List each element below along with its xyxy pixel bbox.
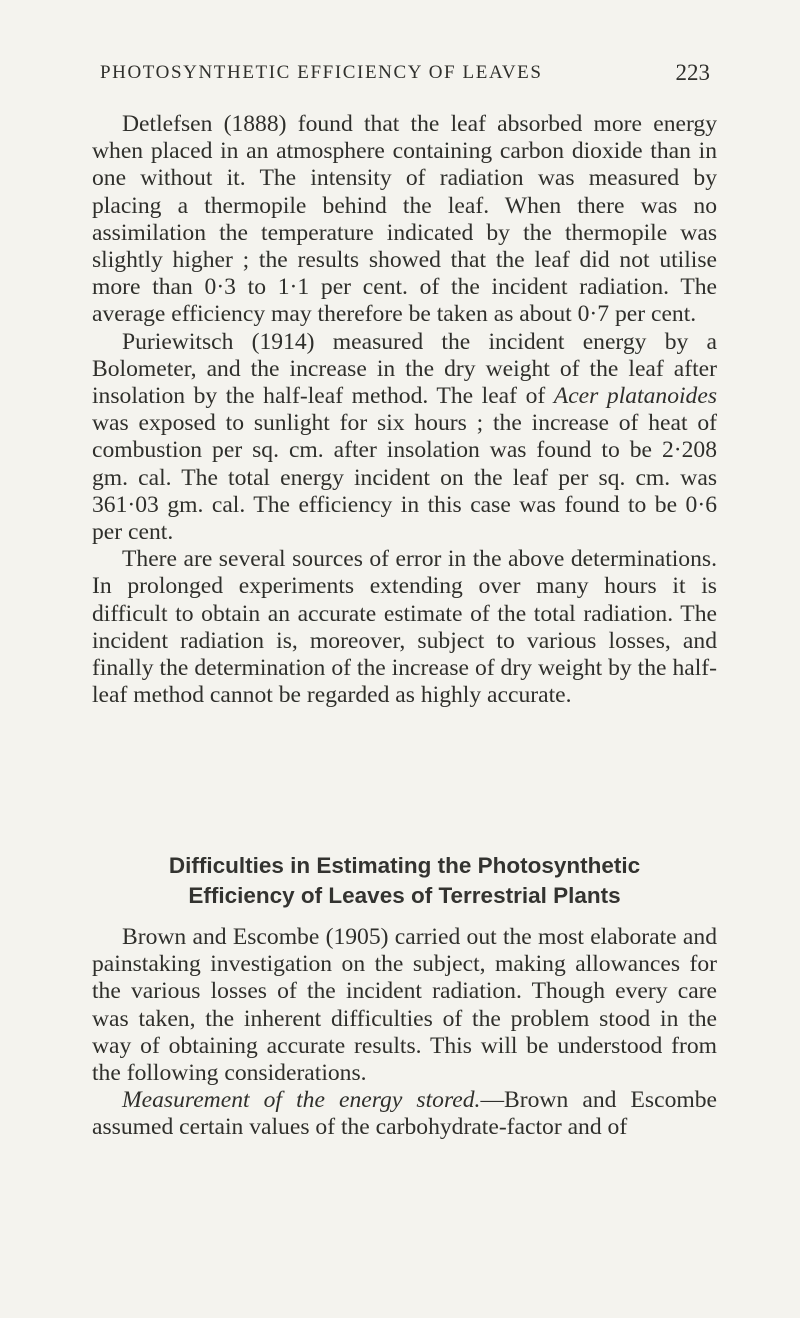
paragraph-puriewitsch-lead: Puriewitsch (1914) measured the incident energy by a Bolometer, and the increase in the dry weight of the leaf after insolation by the half-leaf method. The leaf of [92,328,717,410]
paragraph-measurement-title: Measurement of the energy stored. [122,1087,481,1114]
species-name: Acer platanoides [553,383,717,410]
section-2-text [92,924,717,1142]
section-heading [92,851,717,911]
section-heading-line-2: Efficiency of Leaves of Terrestrial Plants [188,883,621,908]
running-header [100,62,710,92]
paragraph-detlefsen: Detlefsen (1888) found that the leaf absorbed more energy when placed in an atmosphere containing carbon dioxide than in one without it. The intensity of radiation was measured by placing a thermopile behind the leaf. When there was no assimilation the temperature indicated by the thermopile was slightly higher ; the results showed that the leaf did not utilise more than 0·3 to 1·1 per cent. of the incident radiation. The average efficiency may therefore be taken as about 0·7 per cent. [92,111,717,328]
paragraph-puriewitsch-rest: was exposed to sunlight for six hours ; the increase of heat of combustion per sq. cm. after insolation was found to be 2·208 gm. cal. The total energy incident on the leaf per sq. cm. was 361·03 gm. cal. The efficiency in this case was found to be 0·6 per cent. [92,410,717,546]
paragraph-puriewitsch [92,329,717,547]
section-heading-line-1: Difficulties in Estimating the Photosynthetic [168,853,641,878]
paragraph-measurement-rest: —Brown and Escombe assumed certain values of the carbohydrate-factor and of [92,1087,717,1141]
paragraph-sources-of-error: There are several sources of error in the above determinations. In prolonged experiments extending over many hours it is difficult to obtain an accurate estimate of the total radiation. The incident radiation is, moreover, subject to various losses, and finally the determination of the increase of dry weight by the half-leaf method cannot be regarded as highly accurate. [92,546,717,709]
section-1-text [92,111,717,709]
running-title: PHOTOSYNTHETIC EFFICIENCY OF LEAVES [100,62,543,83]
paragraph-brown-escombe: Brown and Escombe (1905) carried out the most elaborate and painstaking investigation on the subject, making allowances for the various losses of the incident radiation. Though every care was taken, the inherent difficulties of the problem stood in the way of obtaining accurate results. This will be understood from the following considerations. [92,924,717,1087]
paragraph-measurement [92,1087,717,1141]
page-number: 223 [675,60,710,85]
